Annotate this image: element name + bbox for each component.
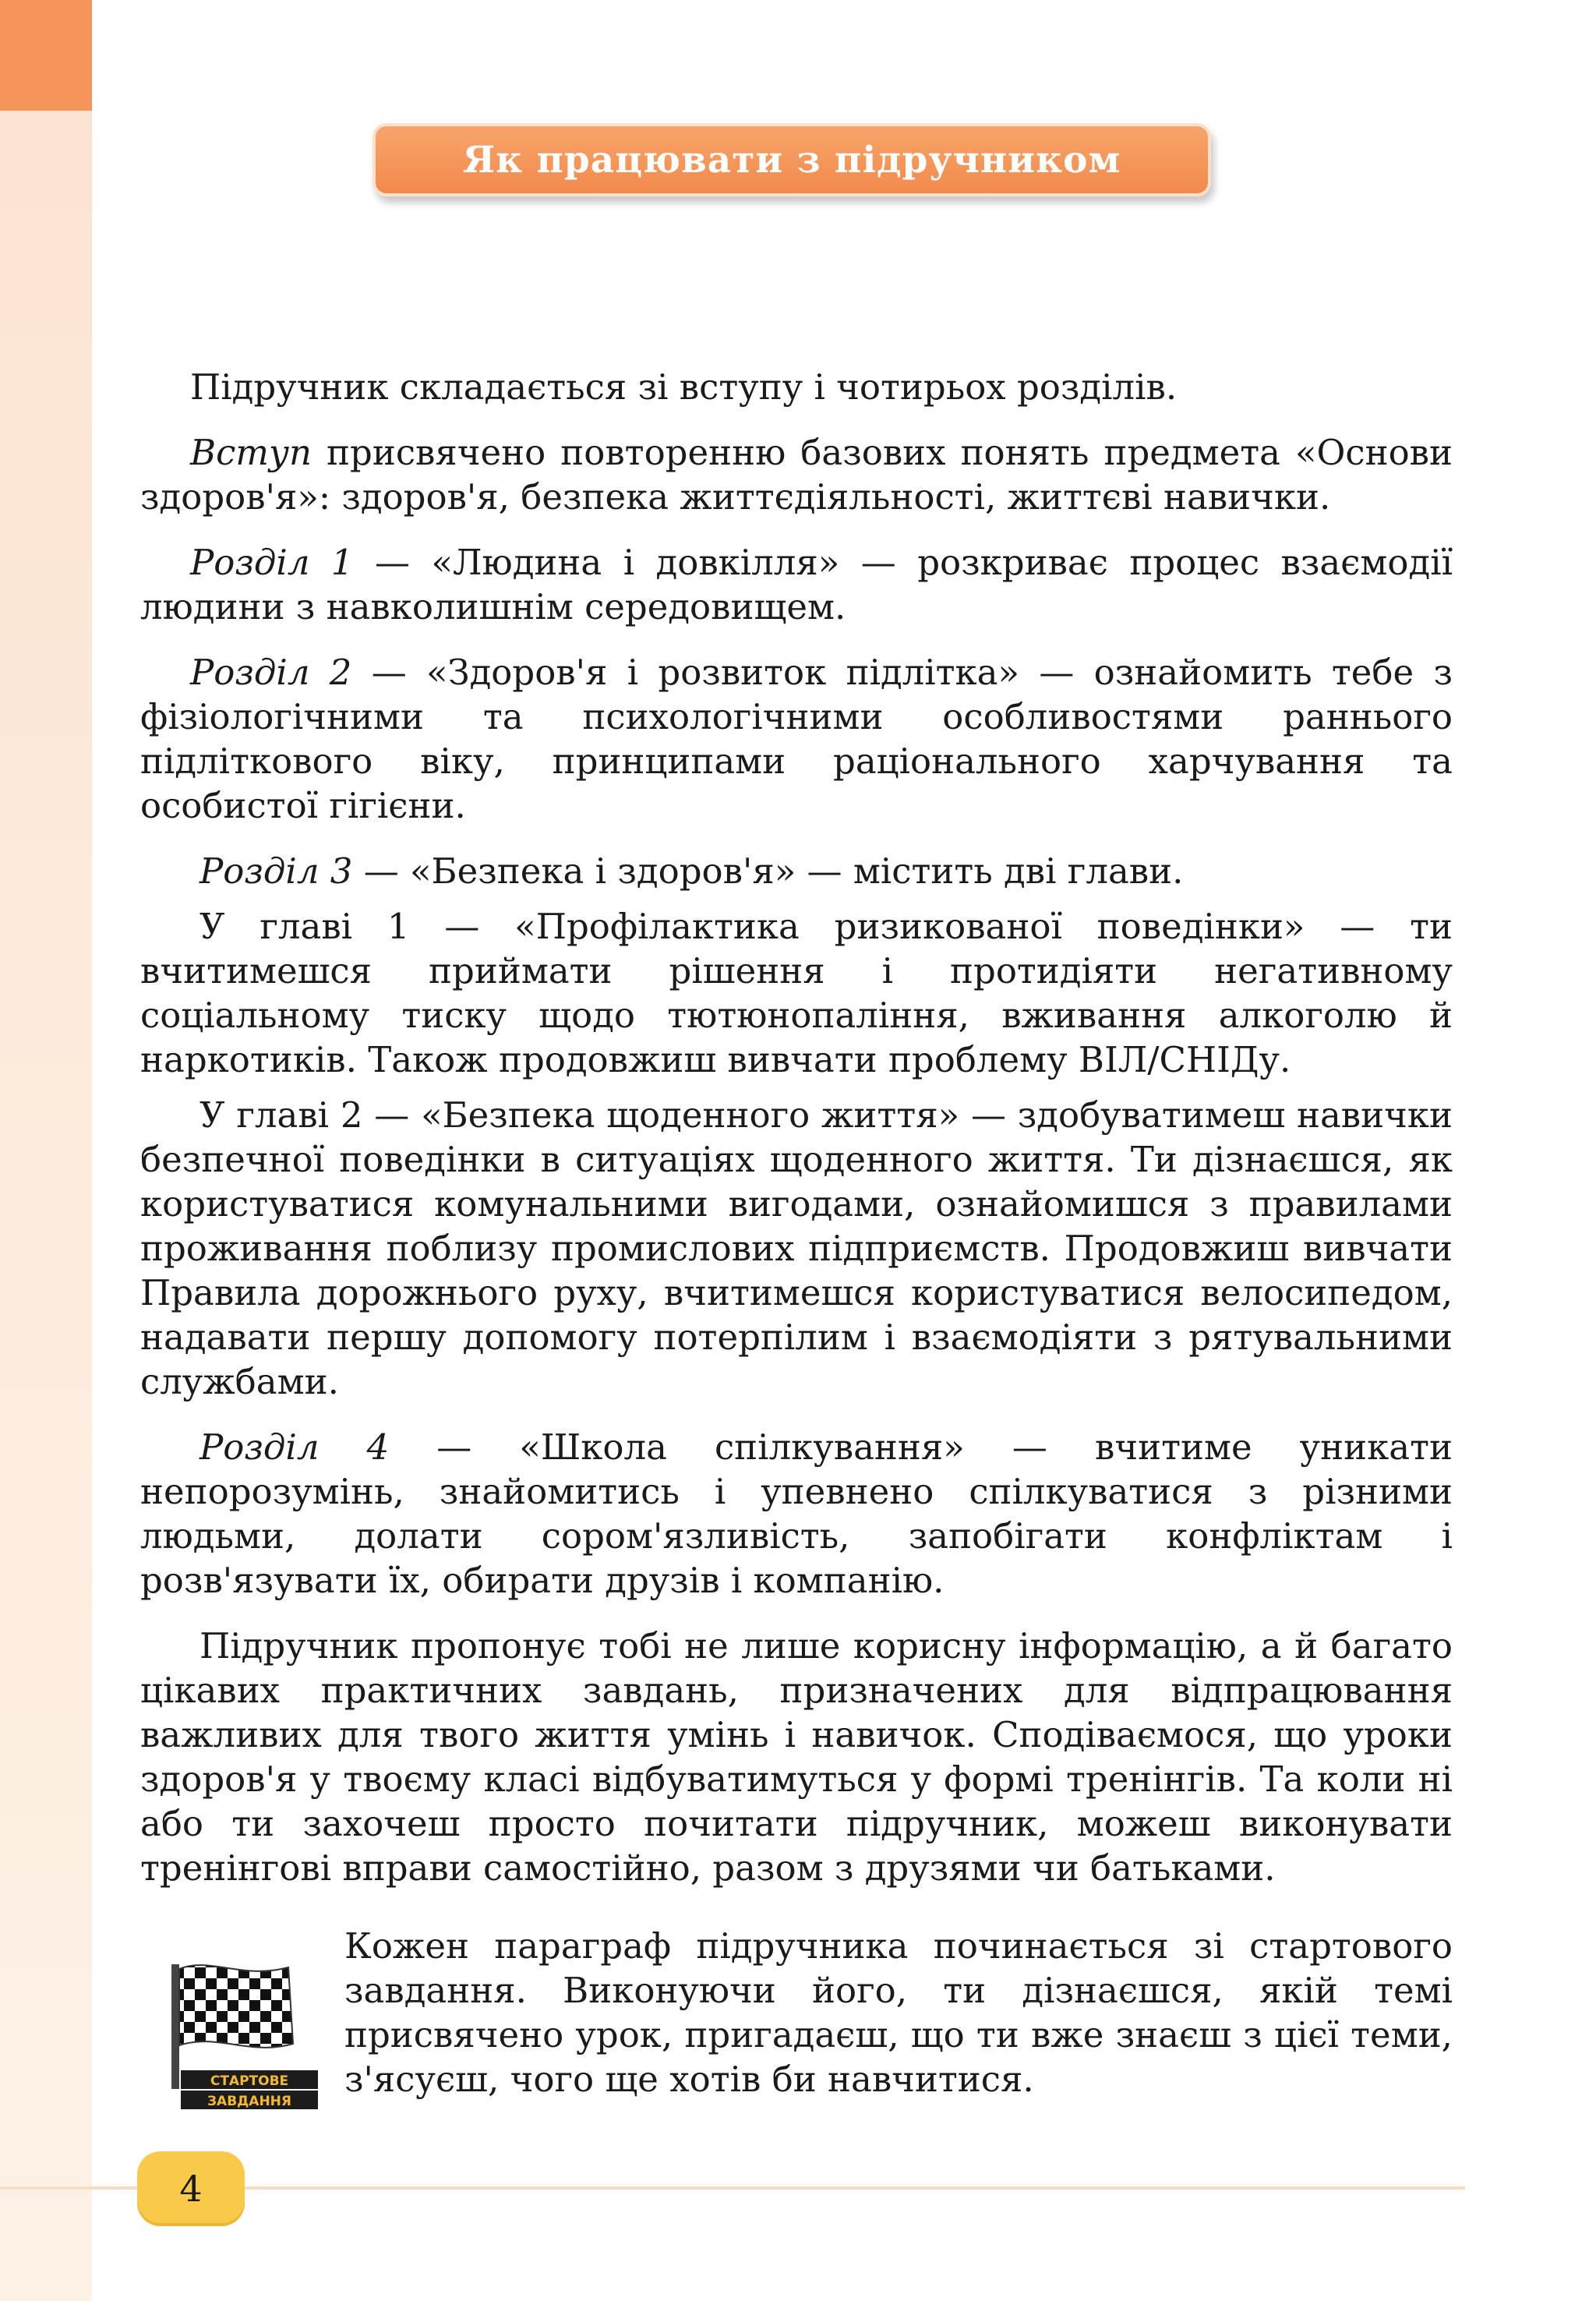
page-number: 4: [179, 2168, 203, 2210]
paragraph-chapter-2: У главі 2 — «Безпека щоденного життя» — здобуватимеш навички безпечної поведінки в ситуаціях щоденного життя. Ти дізнаєшся, як користуватися комунальними вигодами, ознайомишся з правилами проживання поблизу промислових підприємств. Продовжиш вивчати Правила дорожнього руху, вчитимешся користуватися велосипедом, надавати першу допомогу потерпілим і взаємодіяти з рятувальними службами.: [140, 1094, 1453, 1402]
start-task-block: [140, 1924, 1453, 2111]
paragraph-vstup: Вступ присвячено повторенню базових понять предмета «Основи здоров'я»: здоров'я, безпека життєдіяльності, життєві навички.: [140, 432, 1453, 518]
start-task-label-2: ЗАВДАННЯ: [207, 2094, 292, 2109]
start-task-label-1: СТАРТОВЕ: [210, 2073, 289, 2089]
checkered-flag-icon: [140, 1956, 320, 2111]
side-decorative-band: [0, 0, 92, 2301]
paragraph-lead: Розділ 1: [190, 542, 354, 583]
paragraph-lead: Вступ: [190, 432, 312, 473]
paragraph-intro: Підручник складається зі вступу і чотирьох розділів.: [190, 366, 1178, 408]
paragraph-summary: Підручник пропонує тобі не лише корисну інформацію, а й багато цікавих практичних завдань, призначених для відпрацювання важливих для твого життя умінь і навичок. Сподіваємося, що уроки здоров'я у твоєму класі відбуватимуться у формі тренінгів. Та коли ні або ти захочеш просто почитати підручник, можеш виконувати тренінгові вправи самостійно, разом з друзями чи батьками.: [140, 1625, 1453, 1889]
paragraph-section-2: Розділ 2 — «Здоров'я і розвиток підлітка» — ознайомить тебе з фізіологічними та психологічними особливостями раннього підліткового віку, принципами раціонального харчування та особистої гігієни.: [140, 652, 1453, 826]
body-text: [140, 365, 1453, 1911]
page-number-badge: [137, 2151, 245, 2226]
section-header-badge: [373, 123, 1211, 196]
paragraph-section-3: Розділ 3 — «Безпека і здоров'я» — містить дві глави.: [200, 850, 1184, 892]
start-task-description: Кожен параграф підручника починається зі стартового завдання. Виконуючи його, ти дізнаєшся, якій темі присвячено урок, пригадаєш, що ти вже знаєш з цієї теми, з'ясуєш, чого ще хотів би навчитися.: [344, 1925, 1453, 2100]
paragraph-section-1: Розділ 1 — «Людина і довкілля» — розкриває процес взаємодії людини з навколишнім середовищем.: [140, 542, 1453, 627]
paragraph-lead: Розділ 3: [200, 850, 353, 892]
paragraph-section-4: Розділ 4 — «Школа спілкування» — вчитиме уникати непорозумінь, знайомитись і упевнено спілкуватися з різними людьми, долати сором'язливість, запобігати конфліктам і розв'язувати їх, обирати друзів і компанію.: [140, 1426, 1453, 1601]
side-color-block: [0, 0, 92, 111]
paragraph-lead: Розділ 2: [190, 652, 352, 693]
paragraph-chapter-1: У главі 1 — «Профілактика ризикованої поведінки» — ти вчитимешся приймати рішення і протидіяти негативному соціальному тиску щодо тютюнопаління, вживання алкоголю й наркотиків. Також продовжиш вивчати проблему ВІЛ/СНІДу.: [140, 906, 1453, 1080]
page-title: Як працювати з підручником: [462, 138, 1121, 182]
paragraph-lead: Розділ 4: [200, 1426, 390, 1468]
